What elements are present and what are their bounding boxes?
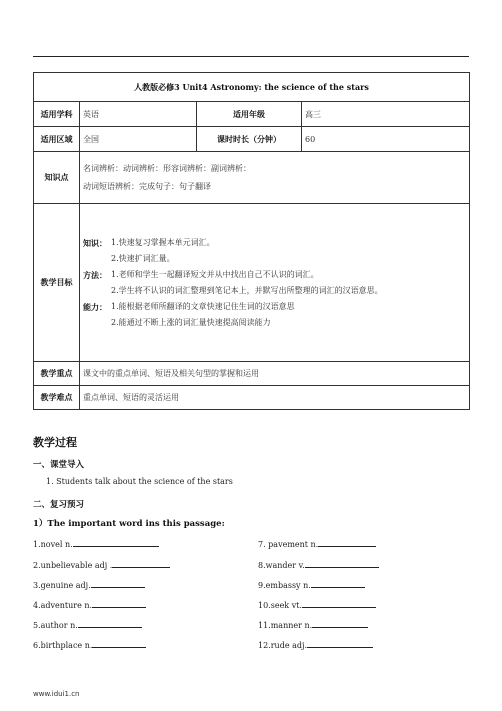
- top-rule: [33, 56, 469, 57]
- knowledge-content: [80, 152, 470, 204]
- duration-value: 60: [302, 127, 470, 152]
- goal-text: 1.能根据老师所翻译的文章快速记住生词的汉语意思: [111, 301, 295, 311]
- goal-item: [83, 315, 466, 331]
- word-item: 2.unbelievable adj .: [33, 560, 170, 570]
- goal-item: [83, 267, 466, 283]
- goal-text: 1.老师和学生一起翻译短文并从中找出自己不认识的词汇。: [111, 269, 319, 279]
- goal-key: 方法：: [83, 269, 107, 280]
- word-item: 9.embassy n.: [258, 580, 365, 590]
- goals-label: 教学目标: [34, 204, 80, 362]
- goal-item: [83, 251, 466, 267]
- word-item: 11.manner n.: [258, 620, 368, 630]
- difficulty-value: 重点单词、短语的灵活运用: [80, 386, 470, 410]
- goal-item: [83, 235, 466, 251]
- word-item: 4.adventure n.: [33, 600, 146, 610]
- knowledge-line: 动词短语辨析：完成句子：句子翻译: [83, 181, 211, 191]
- lesson-info-table: [33, 72, 470, 410]
- goal-key: [83, 251, 111, 267]
- section-review-heading: 二、复习预习: [33, 500, 85, 510]
- footer-url: www.idui1.cn: [33, 690, 80, 698]
- goal-item: [83, 299, 466, 315]
- goal-key: [83, 315, 111, 331]
- knowledge-label: 知识点: [34, 152, 80, 204]
- goal-text: 1.快速复习掌握本单元词汇。: [111, 237, 215, 247]
- goal-text: 2.学生将不认识的词汇整理到笔记本上，并默写出所整理的词汇的汉语意思。: [111, 285, 383, 295]
- goal-text: 2.能通过不断上涨的词汇量快速提高阅读能力: [111, 317, 271, 327]
- intro-item: 1. Students talk about the science of the stars: [46, 477, 233, 486]
- word-item: 12.rude adj.: [258, 640, 373, 650]
- duration-label: 课时时长（分钟）: [197, 127, 302, 152]
- subject-value: 英语: [80, 102, 197, 127]
- word-item: 3.genuine adj.: [33, 580, 145, 590]
- goals-content: [80, 204, 470, 362]
- region-label: 适用区域: [34, 127, 80, 152]
- word-item: 10.seek vt.: [258, 600, 376, 610]
- grade-value: 高三: [302, 102, 470, 127]
- word-item: 5.author n.: [33, 620, 142, 630]
- word-item: 8.wander v.: [258, 560, 379, 570]
- word-item: 7. pavement n.: [258, 539, 376, 549]
- focus-label: 教学重点: [34, 362, 80, 386]
- goal-item: [83, 283, 466, 299]
- word-item: 1.novel n.: [33, 539, 159, 549]
- word-item: 6.birthplace n.: [33, 640, 146, 650]
- region-value: 全国: [80, 127, 197, 152]
- focus-value: 课文中的重点单词、短语及相关句型的掌握和运用: [80, 362, 470, 386]
- goal-key: 能力：: [83, 301, 107, 312]
- difficulty-label: 教学难点: [34, 386, 80, 410]
- goal-text: 2.快速扩词汇量。: [111, 253, 175, 263]
- words-subheading: 1）The important word ins this passage:: [33, 519, 225, 529]
- goal-key: [83, 283, 111, 299]
- goal-key: 知识：: [83, 237, 107, 248]
- grade-label: 适用年级: [197, 102, 302, 127]
- process-title: 教学过程: [33, 436, 77, 449]
- section-intro-heading: 一、课堂导入: [33, 460, 85, 470]
- lesson-title: 人教版必修3 Unit4 Astronomy: the science of the stars: [34, 73, 470, 102]
- knowledge-line: 名词辨析：动词辨析：形容词辨析：副词辨析：: [83, 163, 251, 173]
- subject-label: 适用学科: [34, 102, 80, 127]
